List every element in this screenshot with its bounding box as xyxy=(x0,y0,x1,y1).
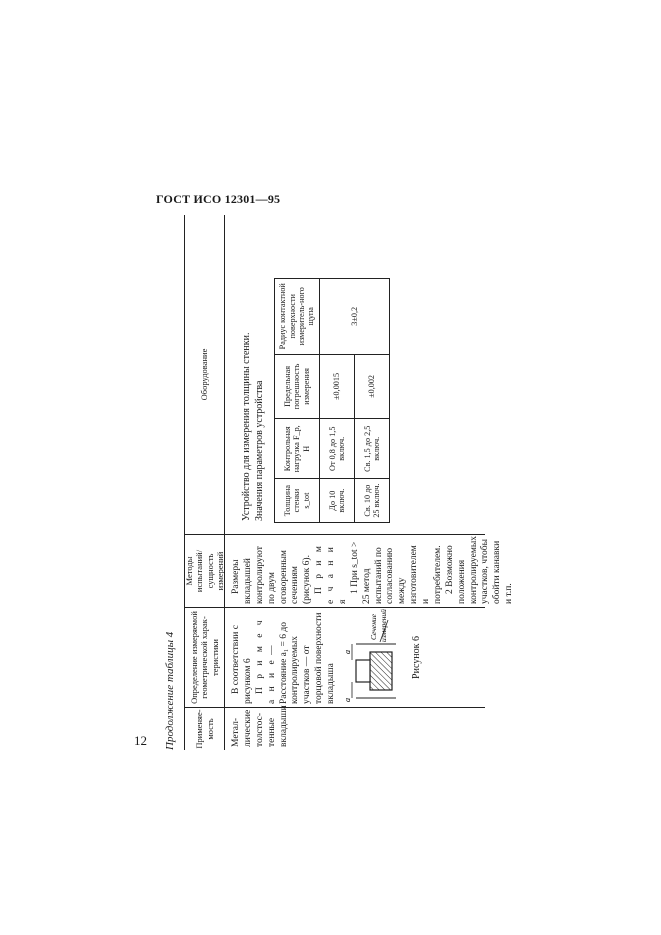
param-cell: ±0,0015 xyxy=(320,354,355,419)
col-header-definition: Определение измеряемой геометрической харак-теристики xyxy=(185,607,225,707)
param-cell: ±0,002 xyxy=(355,354,390,419)
equipment-title-line-2: Значения параметров устройства xyxy=(253,380,265,521)
continuation-label: Продолжение таблицы 4 xyxy=(164,631,177,750)
equipment-title xyxy=(231,218,266,531)
rotated-page-content xyxy=(160,215,515,750)
param-cell: Св. 10 до 25 включ. xyxy=(355,479,390,523)
cell-definition xyxy=(225,607,485,707)
figure-caption: Рисунок 6 xyxy=(410,636,422,679)
param-header-thickness: Толщина стенки s_tot xyxy=(275,479,320,523)
col-header-applicability: Применяе-мость xyxy=(185,707,225,750)
param-cell: Св. 1,5 до 2,5 включ. xyxy=(355,419,390,479)
param-cell: До 10 включ. xyxy=(320,479,355,523)
figure-label-measure: измерений xyxy=(378,609,388,642)
figure-6 xyxy=(342,611,423,704)
device-parameters-table xyxy=(274,278,390,523)
cell-methods xyxy=(225,534,515,607)
definition-intro: В соответствии с рисунком 6 xyxy=(231,625,253,704)
figure-label-a-right: a xyxy=(342,650,352,654)
definition-note-text: — Расстояние a₁ = 6 до контролируемых участков — от торцовой поверхности вкладыша xyxy=(266,612,336,704)
applicability-text: Метал-лические толстос-тенные вкладыши xyxy=(231,705,289,747)
param-header-load: Контрольная нагрузка F_p, Н xyxy=(275,419,320,479)
cell-equipment xyxy=(225,215,485,534)
param-header-error: Предельная погрешность измерения xyxy=(275,354,320,419)
equipment-title-line-1: Устройство для измерения толщины стенки. xyxy=(241,332,252,521)
param-cell: От 0,8 до 1,5 включ. xyxy=(320,419,355,479)
method-note-2: 2 Возможно положения контролируемых участков, чтобы обойти канавки и т.п. xyxy=(444,535,515,604)
page-number: 12 xyxy=(134,733,147,748)
param-header-radius: Радиус контактной поверхности измеритель-ного щупа xyxy=(275,279,320,355)
definition-note-word: П р и м е ч а н и е xyxy=(254,617,277,704)
col-header-methods: Методы испытаний/ сущность измерений xyxy=(185,534,225,607)
figure-label-section: Сечение xyxy=(368,614,378,640)
table-row xyxy=(320,279,355,523)
document-header: ГОСТ ИСО 12301—95 xyxy=(156,192,281,206)
bearing-section-drawing xyxy=(342,610,404,704)
method-text: Размеры вкладышей контролируют по двум оговоренным сечениям (рисунок 6). xyxy=(231,546,313,604)
param-cell-radius: 3±0,2 xyxy=(320,279,390,355)
cell-applicability xyxy=(225,707,485,750)
table-4 xyxy=(184,215,515,750)
figure-label-a-left: a xyxy=(342,698,352,702)
method-note-word: П р и м е ч а н и я xyxy=(314,543,348,604)
method-note-1: 1 При s_tot > 25 метод испытаний по согласованию между изготовителем и потребителем. xyxy=(349,541,443,604)
col-header-equipment: Оборудование xyxy=(185,215,225,534)
